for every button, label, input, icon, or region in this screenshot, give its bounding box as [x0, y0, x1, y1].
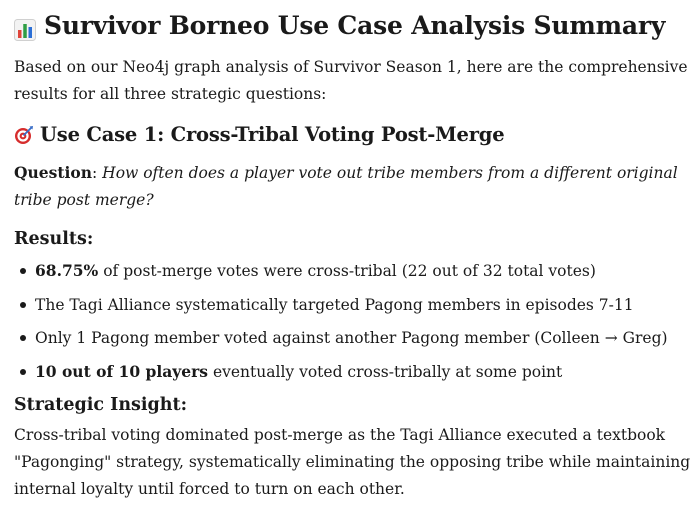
- question-text: How often does a player vote out tribe members from a different original tribe post merge?: [14, 164, 678, 209]
- list-item: [14, 258, 692, 284]
- page-title-text: Survivor Borneo Use Case Analysis Summary: [44, 11, 666, 40]
- question-separator: :: [92, 164, 103, 182]
- page-title: [14, 8, 692, 44]
- list-item: [14, 325, 692, 351]
- results-heading: Results:: [14, 229, 94, 249]
- list-item: [14, 359, 692, 385]
- intro-paragraph: Based on our Neo4j graph analysis of Survivor Season 1, here are the comprehensive results for all three strategic questions:: [14, 58, 688, 103]
- bar-chart-icon: [14, 15, 36, 37]
- result-text: eventually voted cross-tribally at some point: [208, 362, 563, 381]
- list-item: [14, 292, 692, 318]
- strategic-insight-paragraph: Cross-tribal voting dominated post-merge as the Tagi Alliance executed a textbook "Pagonging" strategy, systematically eliminating the opposing tribe while maintaining internal loyalty until forced to turn on each other.: [14, 426, 691, 498]
- result-text: The Tagi Alliance systematically targeted Pagong members in episodes 7-11: [35, 295, 634, 314]
- result-highlight: 10 out of 10 players: [35, 361, 209, 381]
- question-paragraph: [14, 159, 692, 214]
- dart-target-icon: [14, 125, 34, 145]
- use-case-1-title: Use Case 1: Cross-Tribal Voting Post-Merge: [40, 123, 505, 146]
- result-highlight: 68.75%: [35, 261, 99, 280]
- question-label: Question: [14, 163, 93, 182]
- result-text: of post-merge votes were cross-tribal (22 out of 32 total votes): [98, 262, 596, 280]
- result-text: Only 1 Pagong member voted against another Pagong member (Colleen → Greg): [35, 329, 668, 347]
- results-list: [14, 258, 692, 385]
- use-case-1-heading: [14, 121, 692, 149]
- strategic-insight-heading: Strategic Insight:: [14, 395, 188, 415]
